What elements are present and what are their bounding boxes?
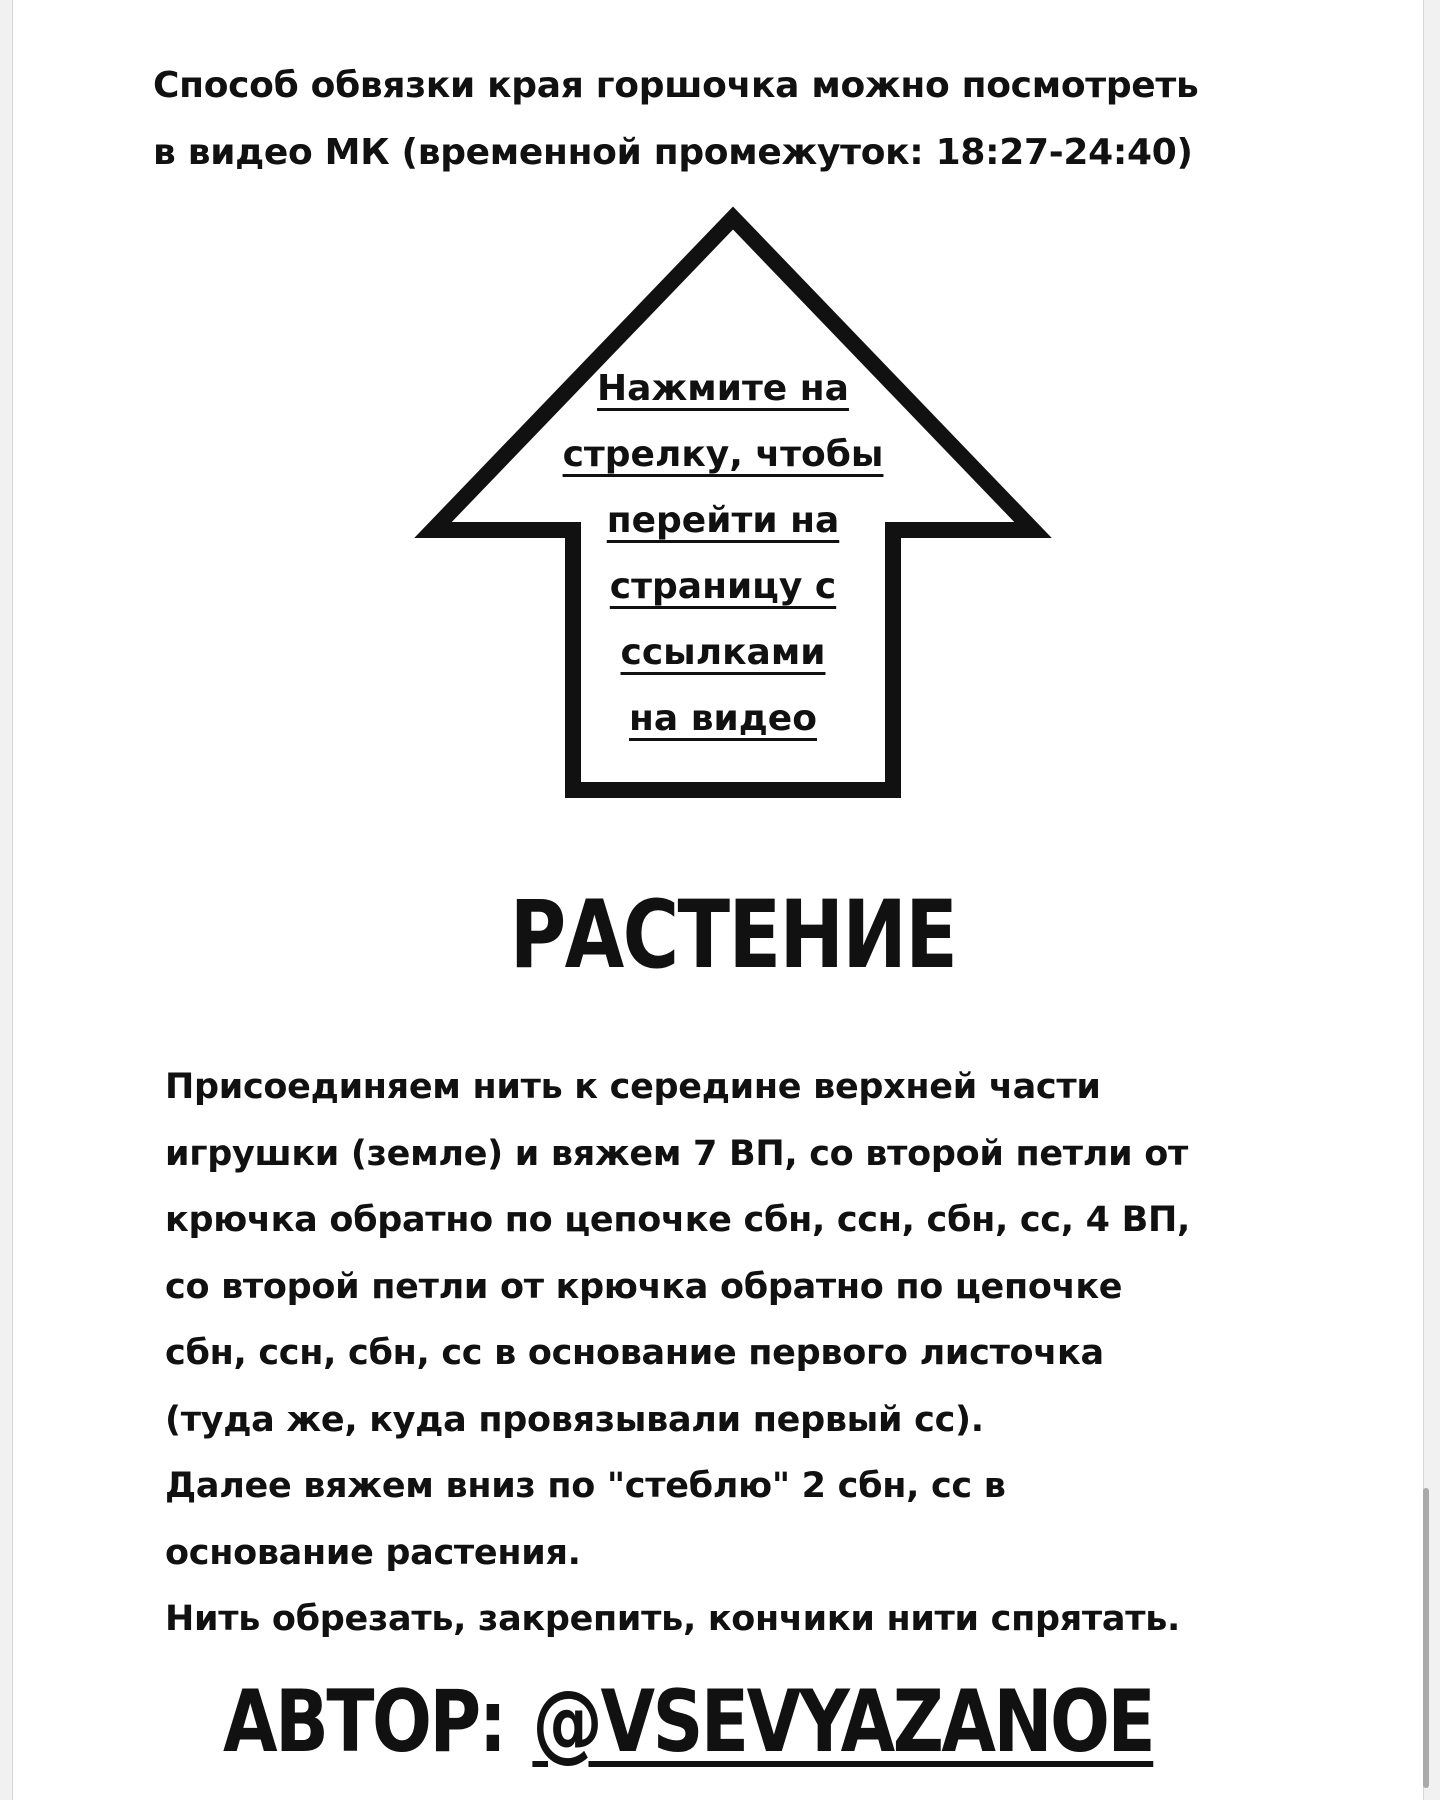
instruction-line: Далее вяжем вниз по "стеблю" 2 сбн, сс в [165,1466,1006,1506]
arrow-text-line[interactable]: стрелку, чтобы [562,434,884,475]
instruction-line: крючка обратно по цепочке сбн, ссн, сбн, сс, 4 ВП, [165,1200,1190,1240]
arrow-text-line[interactable]: на видео [629,698,817,739]
vertical-scrollbar[interactable] [1420,0,1434,1800]
instruction-line: Нить обрезать, закрепить, кончики нити спрятать. [165,1599,1181,1639]
author-handle-link[interactable]: @VSEVYAZANOE [532,1672,1154,1772]
instruction-line: основание растения. [165,1532,581,1573]
author-label: АВТОР: [223,1672,505,1772]
section-title: РАСТЕНИЕ [509,881,957,990]
arrow-text-line[interactable]: Нажмите на [597,368,849,409]
scrollbar-thumb[interactable] [1423,1488,1429,1788]
instructions-paragraph [165,1054,1345,1653]
instruction-line: со второй петли от крючка обратно по цепочке [165,1266,1123,1307]
intro-paragraph [153,52,1353,186]
intro-line: в видео МК (временной промежуток: 18:27-24:40) [153,132,1193,173]
document-page [12,0,1424,1800]
author-credit [223,1672,1154,1772]
arrow-link-text[interactable] [543,356,903,752]
arrow-text-line[interactable]: перейти на [606,500,840,541]
video-links-arrow-button[interactable] [393,196,1073,808]
instruction-line: (туда же, куда провязывали первый сс). [165,1399,984,1440]
instruction-line: Присоединяем нить к середине верхней части [165,1067,1101,1107]
arrow-text-line[interactable]: ссылками [620,632,826,673]
instruction-line: игрушки (земле) и вяжем 7 ВП, со второй петли от [165,1133,1188,1174]
intro-line: Способ обвязки края горшочка можно посмотреть [153,65,1199,106]
arrow-text-line[interactable]: страницу с [609,566,837,607]
instruction-line: сбн, ссн, сбн, сс в основание первого листочка [165,1333,1104,1373]
